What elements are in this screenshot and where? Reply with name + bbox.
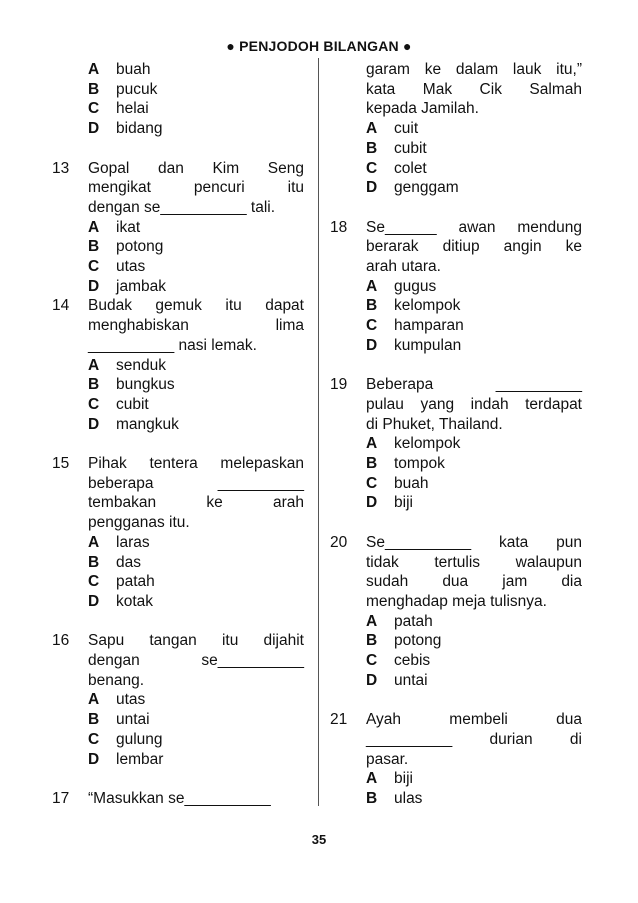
option-text: buah (394, 474, 429, 492)
option-letter: B (88, 711, 100, 729)
column-divider (318, 58, 319, 806)
option-letter: D (366, 494, 378, 512)
stem-line: __________ durian di (366, 730, 582, 748)
option-letter: D (88, 415, 100, 433)
question-stem (88, 789, 304, 809)
stem-line: kepada Jamilah. (366, 100, 479, 118)
stem-line: menghadap meja tulisnya. (366, 592, 547, 610)
option-text: cuit (394, 120, 419, 138)
option-letter: C (88, 730, 100, 748)
question-17-continued (330, 60, 582, 198)
stem-line: dengan se__________ (88, 652, 304, 670)
question-stem (88, 296, 304, 355)
stem-line: pulau yang indah terdapat (366, 395, 582, 413)
option-text: buah (116, 61, 151, 78)
option-text: ikat (116, 218, 141, 236)
option-letter: A (88, 533, 100, 551)
option-letter: B (88, 376, 100, 394)
option-d (330, 671, 582, 691)
option-d (52, 119, 304, 139)
option-d (52, 592, 304, 612)
stem-line: “Masukkan se__________ (88, 789, 271, 807)
option-a (330, 612, 582, 632)
question-13 (52, 159, 304, 297)
option-text: biji (394, 770, 413, 788)
page-header: ● PENJODOH BILANGAN ● (226, 38, 412, 54)
option-text: bidang (116, 120, 163, 138)
option-text: kotak (116, 592, 154, 610)
option-d (52, 750, 304, 770)
option-text: mangkuk (116, 415, 179, 433)
question-stem (366, 60, 582, 119)
stem-line: Beberapa __________ (366, 376, 582, 394)
option-letter: B (366, 632, 378, 650)
option-c (52, 395, 304, 415)
question-14 (52, 296, 304, 434)
stem-line: Pihak tentera melepaskan (88, 455, 304, 473)
option-text: kelompok (394, 435, 461, 453)
question-number: 19 (330, 376, 348, 394)
option-letter: B (88, 80, 100, 98)
stem-line: di Phuket, Thailand. (366, 415, 503, 433)
option-text: senduk (116, 356, 166, 374)
option-c (330, 651, 582, 671)
option-text: potong (116, 238, 164, 256)
option-b (330, 139, 582, 159)
right-column (330, 60, 582, 809)
option-text: gugus (394, 277, 437, 295)
stem-line: benang. (88, 671, 145, 689)
option-text: patah (116, 573, 155, 591)
option-a (52, 690, 304, 710)
left-column (52, 60, 304, 809)
option-a (330, 119, 582, 139)
option-letter: A (88, 218, 100, 236)
option-letter: A (88, 356, 100, 374)
option-text: patah (394, 612, 433, 630)
stem-line: Gopal dan Kim Seng (88, 159, 304, 177)
option-letter: C (366, 317, 378, 335)
option-b (330, 296, 582, 316)
option-letter: B (88, 553, 100, 571)
option-letter: A (88, 61, 100, 78)
option-letter: A (88, 691, 100, 709)
question-stem (88, 454, 304, 533)
option-c (52, 572, 304, 592)
stem-line: mengikat pencuri itu (88, 179, 304, 197)
option-text: cubit (116, 395, 149, 413)
stem-line: pengganas itu. (88, 514, 190, 532)
option-text: laras (116, 533, 150, 551)
option-b (330, 631, 582, 651)
option-d (330, 336, 582, 356)
question-stem (366, 218, 582, 277)
option-letter: C (88, 395, 100, 413)
option-b (330, 454, 582, 474)
question-16 (52, 631, 304, 769)
option-letter: D (366, 671, 378, 689)
option-letter: B (366, 139, 378, 157)
stem-line: Se______ awan mendung (366, 218, 582, 236)
option-c (330, 316, 582, 336)
question-number: 15 (52, 455, 70, 473)
question-number: 17 (52, 789, 70, 807)
option-letter: A (366, 770, 378, 788)
option-b (52, 710, 304, 730)
option-text: untai (116, 711, 150, 729)
question-number: 13 (52, 159, 70, 177)
option-text: biji (394, 494, 413, 512)
option-letter: C (88, 100, 100, 118)
option-letter: A (366, 277, 378, 295)
question-number (330, 60, 366, 119)
option-letter: C (88, 573, 100, 591)
option-letter: D (88, 120, 100, 138)
option-a (330, 769, 582, 789)
option-letter: C (88, 258, 100, 276)
question-stem (366, 375, 582, 434)
option-a (52, 218, 304, 238)
option-text: utas (116, 258, 146, 276)
option-letter: B (88, 238, 100, 256)
option-letter: C (366, 159, 378, 177)
stem-line: pasar. (366, 750, 409, 768)
option-d (52, 277, 304, 297)
option-b (52, 375, 304, 395)
option-letter: C (366, 474, 378, 492)
option-b (330, 789, 582, 809)
stem-line: sudah dua jam dia (366, 573, 582, 591)
option-text: hamparan (394, 317, 464, 335)
option-text: bungkus (116, 376, 175, 394)
option-letter: B (366, 789, 378, 807)
stem-line: kata Mak Cik Salmah (366, 80, 582, 98)
option-text: gulung (116, 730, 163, 748)
stem-line: berarak ditiup angin ke (366, 238, 582, 256)
option-a (330, 277, 582, 297)
option-text: kumpulan (394, 336, 462, 354)
option-d (330, 493, 582, 513)
stem-line: garam ke dalam lauk itu,” (366, 61, 582, 78)
question-19 (330, 375, 582, 513)
option-letter: D (366, 179, 378, 197)
stem-line: beberapa __________ (88, 474, 304, 492)
question-number: 16 (52, 632, 70, 650)
question-stem (88, 159, 304, 218)
option-letter: A (366, 435, 378, 453)
option-letter: B (366, 455, 378, 473)
option-b (52, 80, 304, 100)
option-a (52, 60, 304, 80)
option-letter: B (366, 297, 378, 315)
question-stem (366, 710, 582, 769)
option-letter: A (366, 612, 378, 630)
page-number: 35 (311, 832, 327, 847)
question-number: 14 (52, 297, 70, 315)
option-a (52, 533, 304, 553)
question-stem (366, 533, 582, 612)
option-text: untai (394, 671, 428, 689)
option-text: tompok (394, 455, 445, 473)
stem-line: __________ nasi lemak. (88, 336, 257, 354)
option-letter: D (366, 336, 378, 354)
option-text: lembar (116, 750, 164, 768)
question-18 (330, 218, 582, 356)
option-c (52, 730, 304, 750)
option-a (52, 356, 304, 376)
option-letter: D (88, 592, 100, 610)
stem-line: tembakan ke arah (88, 494, 304, 512)
option-text: helai (116, 100, 149, 118)
option-d (330, 178, 582, 198)
option-text: colet (394, 159, 427, 177)
option-text: genggam (394, 179, 459, 197)
stem-line: menghabiskan lima (88, 317, 304, 335)
option-letter: D (88, 750, 100, 768)
option-letter: D (88, 277, 100, 295)
question-number: 21 (330, 711, 348, 729)
stem-line: Ayah membeli dua (366, 711, 582, 729)
stem-line: Se__________ kata pun (366, 533, 582, 551)
option-c (52, 99, 304, 119)
option-c (330, 159, 582, 179)
option-text: potong (394, 632, 442, 650)
option-c (330, 474, 582, 494)
question-15 (52, 454, 304, 612)
question-21 (330, 710, 582, 809)
question-number: 18 (330, 218, 348, 236)
option-b (52, 237, 304, 257)
option-text: jambak (116, 277, 166, 295)
option-d (52, 415, 304, 435)
stem-line: arah utara. (366, 258, 441, 276)
question-20 (330, 533, 582, 691)
stem-line: Budak gemuk itu dapat (88, 297, 304, 315)
stem-line: tidak tertulis walaupun (366, 553, 582, 571)
stem-line: Sapu tangan itu dijahit (88, 632, 304, 650)
option-a (330, 434, 582, 454)
question-17 (52, 789, 304, 809)
question-stem (88, 631, 304, 690)
option-text: kelompok (394, 297, 461, 315)
options-q12-continued (52, 60, 304, 139)
option-b (52, 553, 304, 573)
question-number: 20 (330, 533, 348, 551)
option-c (52, 257, 304, 277)
option-text: cebis (394, 652, 431, 670)
stem-line: dengan se__________ tali. (88, 198, 276, 216)
option-text: das (116, 553, 141, 571)
option-text: utas (116, 691, 146, 709)
option-text: pucuk (116, 80, 158, 98)
option-text: cubit (394, 139, 427, 157)
option-letter: A (366, 120, 378, 138)
option-letter: C (366, 652, 378, 670)
option-text: ulas (394, 789, 423, 807)
